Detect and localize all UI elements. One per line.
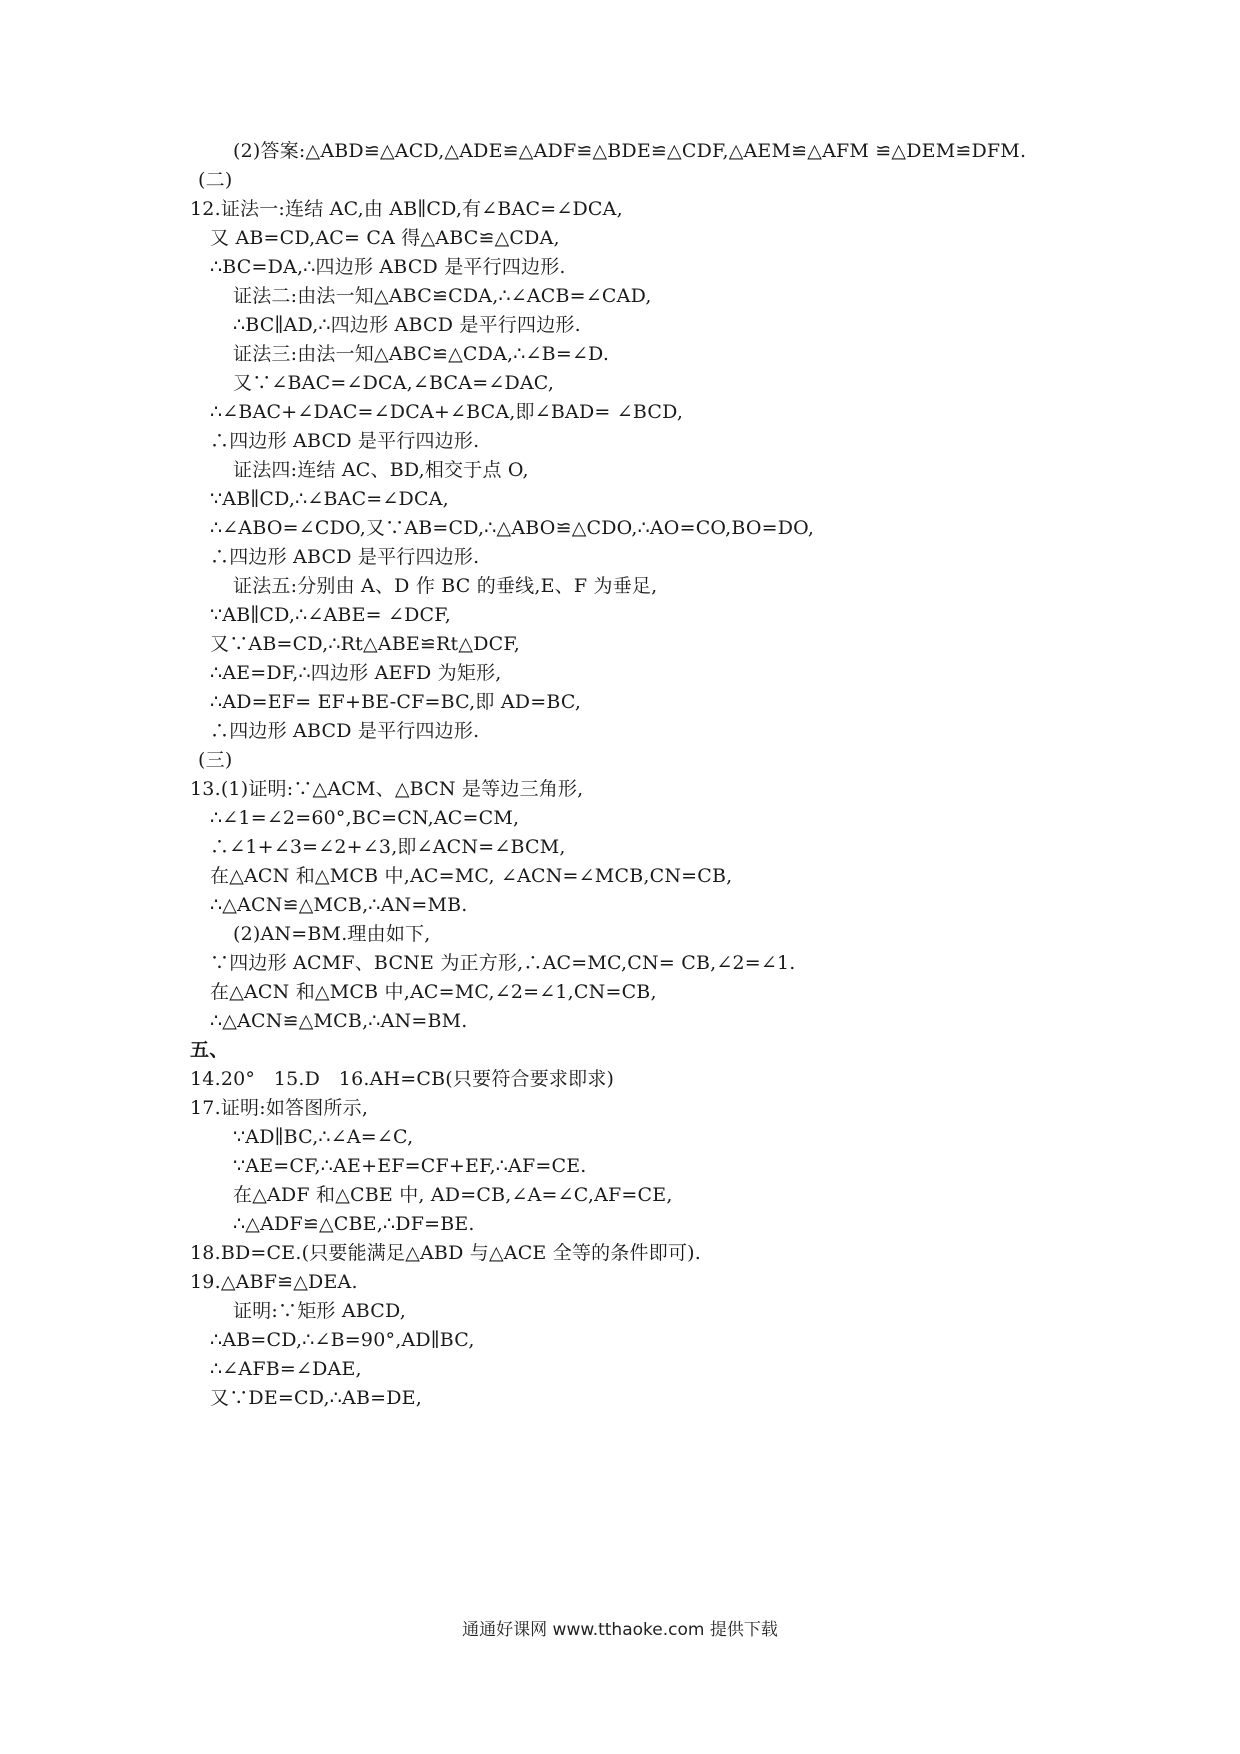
footer-credit: 通通好课网 www.tthaoke.com 提供下载 [462, 1620, 778, 1640]
answer-line: ∵AD∥BC,∴∠A=∠C, [233, 1126, 414, 1148]
answer-line: (2)答案:△ABD≌△ACD,△ADE≌△ADF≌△BDE≌△CDF,△AEM≌△AFM ≌△DEM≌DFM. [233, 140, 1027, 162]
answer-line: 在△ACN 和△MCB 中,AC=MC, ∠ACN=∠MCB,CN=CB, [210, 865, 733, 887]
answer-line: 13.(1)证明:∵△ACM、△BCN 是等边三角形, [190, 778, 584, 800]
answer-line: 18.BD=CE.(只要能满足△ABD 与△ACE 全等的条件即可). [190, 1242, 701, 1264]
answer-line: ∴△ADF≌△CBE,∴DF=BE. [233, 1213, 475, 1235]
answer-line: 19.△ABF≌△DEA. [190, 1271, 358, 1293]
answer-line: ∴AB=CD,∴∠B=90°,AD∥BC, [210, 1329, 475, 1351]
answer-line: ∴△ACN≌△MCB,∴AN=BM. [210, 1010, 468, 1032]
section-heading: (三) [198, 749, 233, 771]
answer-line: 又∵AB=CD,∴Rt△ABE≌Rt△DCF, [210, 633, 521, 655]
answer-line: 证法四:连结 AC、BD,相交于点 O, [233, 459, 529, 481]
answer-line: ∵四边形 ACMF、BCNE 为正方形,∴AC=MC,CN= CB,∠2=∠1. [210, 952, 796, 974]
answer-line: ∵AB∥CD,∴∠ABE= ∠DCF, [210, 604, 451, 626]
answer-line: ∴四边形 ABCD 是平行四边形. [210, 546, 480, 568]
answer-line: 证明:∵矩形 ABCD, [233, 1300, 407, 1322]
answer-line: ∴四边形 ABCD 是平行四边形. [210, 720, 480, 742]
answer-line: ∴AD=EF= EF+BE-CF=BC,即 AD=BC, [210, 691, 582, 713]
answer-line: 证法二:由法一知△ABC≌CDA,∴∠ACB=∠CAD, [233, 285, 652, 307]
answer-line: 在△ACN 和△MCB 中,AC=MC,∠2=∠1,CN=CB, [210, 981, 657, 1003]
answer-line: ∵AB∥CD,∴∠BAC=∠DCA, [210, 488, 449, 510]
answer-line: ∴四边形 ABCD 是平行四边形. [210, 430, 480, 452]
answer-line: ∴BC∥AD,∴四边形 ABCD 是平行四边形. [233, 314, 581, 336]
answer-line: ∴∠AFB=∠DAE, [210, 1358, 362, 1380]
answer-line: 14.20° 15.D 16.AH=CB(只要符合要求即求) [190, 1068, 615, 1090]
answer-line: ∴∠1+∠3=∠2+∠3,即∠ACN=∠BCM, [210, 836, 566, 858]
answer-line: 又∵DE=CD,∴AB=DE, [210, 1387, 422, 1409]
answer-line: ∴AE=DF,∴四边形 AEFD 为矩形, [210, 662, 502, 684]
answer-line: (2)AN=BM.理由如下, [233, 923, 431, 945]
answer-line: 17.证明:如答图所示, [190, 1097, 369, 1119]
answer-line: ∴∠BAC+∠DAC=∠DCA+∠BCA,即∠BAD= ∠BCD, [210, 401, 684, 423]
answer-line: 12.证法一:连结 AC,由 AB∥CD,有∠BAC=∠DCA, [190, 198, 623, 220]
answer-line: ∴BC=DA,∴四边形 ABCD 是平行四边形. [210, 256, 566, 278]
section-heading: (二) [198, 169, 233, 191]
answer-line: 在△ADF 和△CBE 中, AD=CB,∠A=∠C,AF=CE, [233, 1184, 673, 1206]
section-heading: 五、 [190, 1039, 229, 1061]
answer-line: ∵AE=CF,∴AE+EF=CF+EF,∴AF=CE. [233, 1155, 587, 1177]
answer-line: 证法五:分别由 A、D 作 BC 的垂线,E、F 为垂足, [233, 575, 658, 597]
answer-line: 又∵∠BAC=∠DCA,∠BCA=∠DAC, [233, 372, 555, 394]
answer-line: ∴△ACN≌△MCB,∴AN=MB. [210, 894, 468, 916]
answer-line: ∴∠1=∠2=60°,BC=CN,AC=CM, [210, 807, 520, 829]
answer-line: 又 AB=CD,AC= CA 得△ABC≌△CDA, [210, 227, 560, 249]
answer-line: ∴∠ABO=∠CDO,又∵AB=CD,∴△ABO≌△CDO,∴AO=CO,BO=DO, [210, 517, 815, 539]
answer-line: 证法三:由法一知△ABC≌△CDA,∴∠B=∠D. [233, 343, 610, 365]
